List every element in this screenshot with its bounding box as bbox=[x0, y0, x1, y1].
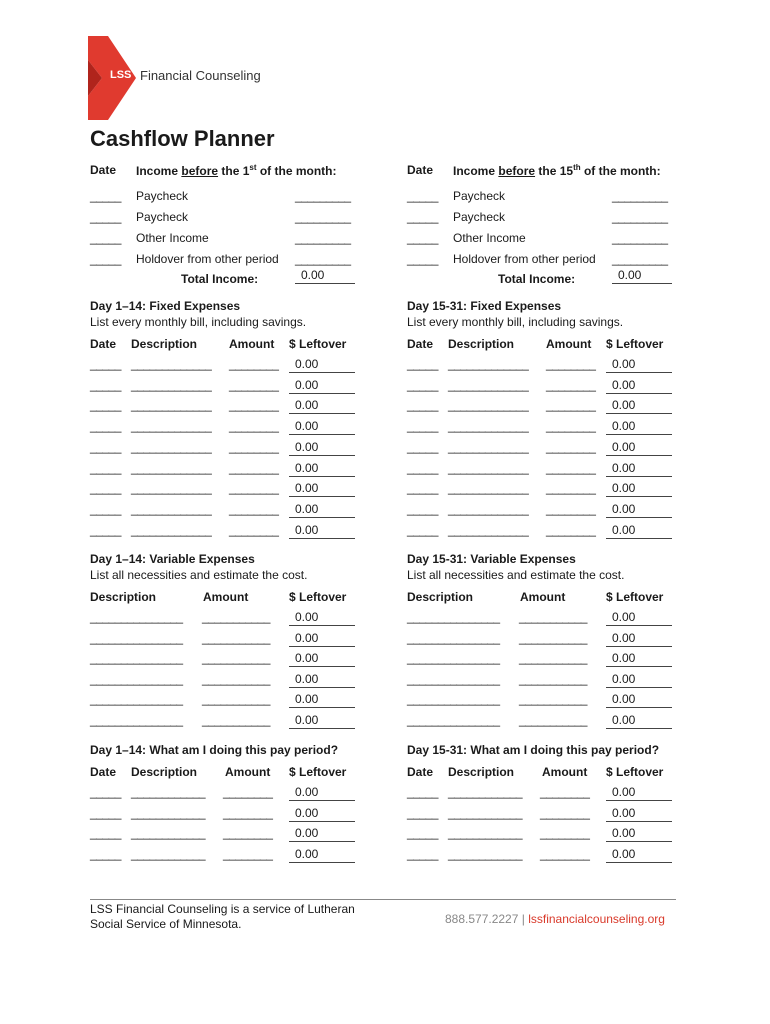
fixed-amount-blank[interactable]: ________ bbox=[229, 439, 279, 454]
pay-period-description-blank[interactable]: ____________ bbox=[131, 805, 206, 820]
pay-period-amount-blank[interactable]: ________ bbox=[223, 826, 273, 841]
fixed-date-blank[interactable]: _____ bbox=[90, 460, 121, 475]
income-date-blank[interactable]: _____ bbox=[90, 231, 121, 245]
variable-amount-blank[interactable]: ___________ bbox=[202, 671, 270, 686]
pay-period-description-blank[interactable]: ____________ bbox=[448, 846, 523, 861]
fixed-date-blank[interactable]: _____ bbox=[90, 439, 121, 454]
fixed-leftover-value: 0.00 bbox=[606, 357, 672, 373]
variable-description-blank[interactable]: _______________ bbox=[90, 630, 183, 645]
fixed-amount-header: Amount bbox=[229, 337, 275, 351]
pay-period-date-blank[interactable]: _____ bbox=[90, 826, 121, 841]
logo-mark: LSS bbox=[110, 69, 132, 81]
pay-period-description-blank[interactable]: ____________ bbox=[448, 805, 523, 820]
variable-amount-blank[interactable]: ___________ bbox=[202, 692, 270, 707]
footer-contact bbox=[445, 912, 665, 926]
income-amount-blank[interactable]: _________ bbox=[612, 189, 668, 203]
variable-leftover-value: 0.00 bbox=[289, 692, 355, 708]
income-item-label: Paycheck bbox=[453, 189, 506, 203]
fixed-description-blank[interactable]: _____________ bbox=[448, 377, 529, 392]
variable-leftover-value: 0.00 bbox=[606, 672, 672, 688]
pay-period-date-blank[interactable]: _____ bbox=[90, 785, 121, 799]
income-heading-pre: Income bbox=[453, 164, 499, 178]
pay-period-leftover-header: $ Leftover bbox=[606, 765, 664, 779]
income-heading-ordinal: st bbox=[249, 163, 257, 172]
fixed-date-blank[interactable]: _____ bbox=[90, 398, 121, 413]
pay-period-date-blank[interactable]: _____ bbox=[407, 785, 438, 799]
income-heading-post: of the month: bbox=[580, 164, 661, 178]
pay-period-description-blank[interactable]: ____________ bbox=[131, 826, 206, 841]
pay-period-title: Day 15-31: What am I doing this pay period? bbox=[407, 743, 660, 757]
variable-amount-blank[interactable]: ___________ bbox=[519, 630, 587, 645]
pay-period-amount-blank[interactable]: ________ bbox=[223, 846, 273, 861]
fixed-description-blank[interactable]: _____________ bbox=[448, 522, 529, 537]
fixed-leftover-value: 0.00 bbox=[289, 357, 355, 373]
variable-leftover-value: 0.00 bbox=[289, 651, 355, 667]
pay-period-leftover-value: 0.00 bbox=[606, 826, 672, 842]
fixed-date-blank[interactable]: _____ bbox=[407, 419, 438, 434]
variable-expenses-subtitle: List all necessities and estimate the cost. bbox=[407, 568, 625, 582]
pay-period-description-blank[interactable]: ____________ bbox=[448, 785, 523, 799]
fixed-date-blank[interactable]: _____ bbox=[407, 501, 438, 516]
fixed-date-header: Date bbox=[407, 337, 434, 351]
fixed-amount-blank[interactable]: ________ bbox=[229, 398, 279, 413]
pay-period-date-blank[interactable]: _____ bbox=[407, 846, 438, 861]
fixed-expenses-subtitle: List every monthly bill, including savings. bbox=[90, 315, 307, 329]
footer-note bbox=[90, 902, 390, 932]
pay-period-amount-blank[interactable]: ________ bbox=[223, 805, 273, 820]
variable-amount-blank[interactable]: ___________ bbox=[519, 713, 587, 727]
pay-period-description-blank[interactable]: ____________ bbox=[131, 846, 206, 861]
variable-leftover-value: 0.00 bbox=[289, 610, 355, 626]
pay-period-leftover-value: 0.00 bbox=[289, 826, 355, 842]
fixed-date-blank[interactable]: _____ bbox=[407, 357, 438, 371]
variable-description-header: Description bbox=[90, 590, 157, 604]
income-amount-blank[interactable]: _________ bbox=[612, 252, 668, 266]
pay-period-leftover-value: 0.00 bbox=[289, 785, 355, 801]
fixed-description-blank[interactable]: _____________ bbox=[131, 501, 212, 516]
variable-leftover-value: 0.00 bbox=[606, 692, 672, 708]
pay-period-description-header: Description bbox=[131, 765, 198, 779]
pay-period-date-blank[interactable]: _____ bbox=[90, 805, 121, 820]
fixed-leftover-value: 0.00 bbox=[606, 502, 672, 518]
pay-period-description-blank[interactable]: ____________ bbox=[131, 785, 206, 799]
variable-expenses-title: Day 15-31: Variable Expenses bbox=[407, 552, 576, 566]
income-amount-blank[interactable]: _________ bbox=[612, 210, 668, 224]
brand-logo bbox=[88, 36, 288, 120]
fixed-date-blank[interactable]: _____ bbox=[90, 481, 121, 496]
fixed-leftover-value: 0.00 bbox=[606, 419, 672, 435]
fixed-leftover-header: $ Leftover bbox=[606, 337, 664, 351]
fixed-description-blank[interactable]: _____________ bbox=[131, 377, 212, 392]
footer-note-line1: LSS Financial Counseling is a service of Lutheran bbox=[90, 902, 355, 916]
pay-period-date-header: Date bbox=[90, 765, 117, 779]
fixed-amount-blank[interactable]: ________ bbox=[546, 357, 596, 371]
variable-description-blank[interactable]: _______________ bbox=[407, 630, 500, 645]
variable-leftover-header: $ Leftover bbox=[289, 590, 347, 604]
variable-description-blank[interactable]: _______________ bbox=[90, 713, 183, 727]
income-heading-post: of the month: bbox=[256, 164, 337, 178]
fixed-description-blank[interactable]: _____________ bbox=[131, 398, 212, 413]
pay-period-date-blank[interactable]: _____ bbox=[407, 826, 438, 841]
variable-amount-blank[interactable]: ___________ bbox=[202, 630, 270, 645]
variable-leftover-value: 0.00 bbox=[289, 631, 355, 647]
fixed-leftover-value: 0.00 bbox=[606, 523, 672, 539]
fixed-amount-blank[interactable]: ________ bbox=[546, 419, 596, 434]
fixed-expenses-title: Day 1–14: Fixed Expenses bbox=[90, 299, 241, 313]
variable-description-blank[interactable]: _______________ bbox=[90, 671, 183, 686]
fixed-amount-blank[interactable]: ________ bbox=[546, 377, 596, 392]
variable-description-blank[interactable]: _______________ bbox=[90, 651, 183, 666]
fixed-amount-blank[interactable]: ________ bbox=[546, 398, 596, 413]
fixed-amount-blank[interactable]: ________ bbox=[229, 357, 279, 371]
variable-description-header: Description bbox=[407, 590, 474, 604]
pay-period-title: Day 1–14: What am I doing this pay period? bbox=[90, 743, 339, 757]
footer-url-link[interactable]: lssfinancialcounseling.org bbox=[528, 912, 665, 926]
income-date-blank[interactable]: _____ bbox=[407, 231, 438, 245]
pay-period-leftover-value: 0.00 bbox=[289, 806, 355, 822]
fixed-leftover-value: 0.00 bbox=[606, 398, 672, 414]
fixed-leftover-value: 0.00 bbox=[289, 523, 355, 539]
fixed-date-blank[interactable]: _____ bbox=[90, 522, 121, 537]
footer-note-line2: Social Service of Minnesota. bbox=[90, 917, 242, 931]
pay-period-leftover-value: 0.00 bbox=[606, 847, 672, 863]
fixed-leftover-value: 0.00 bbox=[289, 461, 355, 477]
pay-period-amount-header: Amount bbox=[225, 765, 271, 779]
variable-description-blank[interactable]: _______________ bbox=[407, 651, 500, 666]
variable-amount-blank[interactable]: ___________ bbox=[202, 651, 270, 666]
income-item-label: Paycheck bbox=[136, 210, 189, 224]
variable-amount-blank[interactable]: ___________ bbox=[519, 671, 587, 686]
income-heading-pre: Income bbox=[136, 164, 182, 178]
income-item-label: Paycheck bbox=[453, 210, 506, 224]
pay-period-description-header: Description bbox=[448, 765, 515, 779]
fixed-expenses-subtitle: List every monthly bill, including savings. bbox=[407, 315, 624, 329]
variable-leftover-value: 0.00 bbox=[606, 610, 672, 626]
fixed-date-blank[interactable]: _____ bbox=[407, 377, 438, 392]
fixed-description-blank[interactable]: _____________ bbox=[448, 398, 529, 413]
variable-amount-blank[interactable]: ___________ bbox=[202, 713, 270, 727]
fixed-description-blank[interactable]: _____________ bbox=[448, 501, 529, 516]
fixed-leftover-value: 0.00 bbox=[606, 378, 672, 394]
fixed-leftover-value: 0.00 bbox=[289, 502, 355, 518]
income-heading bbox=[453, 163, 661, 178]
income-date-blank[interactable]: _____ bbox=[407, 210, 438, 224]
pay-period-description-blank[interactable]: ____________ bbox=[448, 826, 523, 841]
income-heading bbox=[136, 163, 337, 178]
fixed-amount-blank[interactable]: ________ bbox=[229, 522, 279, 537]
income-heading-emphasis: before bbox=[498, 164, 536, 178]
variable-amount-blank[interactable]: ___________ bbox=[519, 651, 587, 666]
fixed-description-blank[interactable]: _____________ bbox=[131, 481, 212, 496]
income-amount-blank[interactable]: _________ bbox=[295, 252, 351, 266]
pay-period-amount-blank[interactable]: ________ bbox=[540, 826, 590, 841]
fixed-amount-header: Amount bbox=[546, 337, 592, 351]
fixed-description-blank[interactable]: _____________ bbox=[131, 522, 212, 537]
fixed-expenses-title: Day 15-31: Fixed Expenses bbox=[407, 299, 562, 313]
income-item-label: Other Income bbox=[453, 231, 526, 245]
fixed-date-blank[interactable]: _____ bbox=[90, 419, 121, 434]
income-item-label: Other Income bbox=[136, 231, 209, 245]
variable-leftover-value: 0.00 bbox=[606, 713, 672, 729]
total-income-label: Total Income: bbox=[181, 272, 259, 286]
fixed-description-blank[interactable]: _____________ bbox=[448, 419, 529, 434]
variable-leftover-header: $ Leftover bbox=[606, 590, 664, 604]
income-date-blank[interactable]: _____ bbox=[90, 210, 121, 224]
page-title: Cashflow Planner bbox=[90, 126, 275, 151]
variable-description-blank[interactable]: _______________ bbox=[407, 671, 500, 686]
income-date-header: Date bbox=[90, 163, 117, 177]
fixed-amount-blank[interactable]: ________ bbox=[546, 522, 596, 537]
variable-description-blank[interactable]: _______________ bbox=[90, 692, 183, 707]
fixed-date-blank[interactable]: _____ bbox=[90, 501, 121, 516]
fixed-description-blank[interactable]: _____________ bbox=[448, 460, 529, 475]
variable-amount-header: Amount bbox=[203, 590, 249, 604]
income-amount-blank[interactable]: _________ bbox=[295, 231, 351, 245]
fixed-description-blank[interactable]: _____________ bbox=[448, 357, 529, 371]
fixed-date-blank[interactable]: _____ bbox=[407, 522, 438, 537]
fixed-description-blank[interactable]: _____________ bbox=[131, 439, 212, 454]
income-heading-mid: the 15 bbox=[535, 164, 574, 178]
total-income-value: 0.00 bbox=[295, 268, 355, 284]
fixed-amount-blank[interactable]: ________ bbox=[546, 460, 596, 475]
fixed-leftover-value: 0.00 bbox=[289, 440, 355, 456]
fixed-description-blank[interactable]: _____________ bbox=[131, 357, 212, 371]
fixed-amount-blank[interactable]: ________ bbox=[229, 377, 279, 392]
pay-period-amount-blank[interactable]: ________ bbox=[223, 785, 273, 799]
fixed-date-blank[interactable]: _____ bbox=[407, 398, 438, 413]
income-item-label: Holdover from other period bbox=[453, 252, 596, 266]
fixed-date-header: Date bbox=[90, 337, 117, 351]
pay-period-leftover-value: 0.00 bbox=[606, 806, 672, 822]
income-date-blank[interactable]: _____ bbox=[407, 252, 438, 266]
pay-period-leftover-value: 0.00 bbox=[606, 785, 672, 801]
pay-period-leftover-value: 0.00 bbox=[289, 847, 355, 863]
fixed-amount-blank[interactable]: ________ bbox=[546, 501, 596, 516]
income-heading-ordinal: th bbox=[573, 163, 581, 172]
fixed-description-blank[interactable]: _____________ bbox=[448, 439, 529, 454]
income-date-blank[interactable]: _____ bbox=[90, 189, 121, 203]
income-heading-mid: the 1 bbox=[218, 164, 250, 178]
variable-description-blank[interactable]: _______________ bbox=[407, 713, 500, 727]
fixed-description-blank[interactable]: _____________ bbox=[131, 460, 212, 475]
income-date-header: Date bbox=[407, 163, 434, 177]
pay-period-date-header: Date bbox=[407, 765, 434, 779]
income-date-blank[interactable]: _____ bbox=[407, 189, 438, 203]
fixed-date-blank[interactable]: _____ bbox=[90, 357, 121, 371]
fixed-leftover-value: 0.00 bbox=[606, 481, 672, 497]
variable-amount-blank[interactable]: ___________ bbox=[202, 610, 270, 624]
fixed-amount-blank[interactable]: ________ bbox=[229, 501, 279, 516]
footer-phone: 888.577.2227 bbox=[445, 912, 519, 926]
fixed-amount-blank[interactable]: ________ bbox=[229, 419, 279, 434]
income-heading-emphasis: before bbox=[181, 164, 219, 178]
fixed-description-header: Description bbox=[131, 337, 198, 351]
fixed-leftover-value: 0.00 bbox=[606, 440, 672, 456]
variable-leftover-value: 0.00 bbox=[289, 672, 355, 688]
variable-leftover-value: 0.00 bbox=[289, 713, 355, 729]
fixed-amount-blank[interactable]: ________ bbox=[546, 481, 596, 496]
fixed-amount-blank[interactable]: ________ bbox=[229, 481, 279, 496]
fixed-date-blank[interactable]: _____ bbox=[90, 377, 121, 392]
fixed-date-blank[interactable]: _____ bbox=[407, 439, 438, 454]
fixed-leftover-value: 0.00 bbox=[606, 461, 672, 477]
fixed-leftover-value: 0.00 bbox=[289, 398, 355, 414]
fixed-description-header: Description bbox=[448, 337, 515, 351]
fixed-date-blank[interactable]: _____ bbox=[407, 460, 438, 475]
footer-divider bbox=[90, 899, 676, 900]
pay-period-amount-blank[interactable]: ________ bbox=[540, 846, 590, 861]
total-income-label: Total Income: bbox=[498, 272, 576, 286]
variable-amount-header: Amount bbox=[520, 590, 566, 604]
income-date-blank[interactable]: _____ bbox=[90, 252, 121, 266]
logo-text: Financial Counseling bbox=[140, 68, 261, 83]
fixed-leftover-value: 0.00 bbox=[289, 419, 355, 435]
footer-separator: | bbox=[518, 912, 529, 926]
fixed-description-blank[interactable]: _____________ bbox=[131, 419, 212, 434]
total-income-value: 0.00 bbox=[612, 268, 672, 284]
variable-expenses-subtitle: List all necessities and estimate the cost. bbox=[90, 568, 308, 582]
pay-period-amount-header: Amount bbox=[542, 765, 588, 779]
variable-description-blank[interactable]: _______________ bbox=[90, 610, 183, 624]
pay-period-amount-blank[interactable]: ________ bbox=[540, 785, 590, 799]
variable-description-blank[interactable]: _______________ bbox=[407, 692, 500, 707]
income-item-label: Holdover from other period bbox=[136, 252, 279, 266]
income-amount-blank[interactable]: _________ bbox=[295, 210, 351, 224]
variable-leftover-value: 0.00 bbox=[606, 631, 672, 647]
fixed-amount-blank[interactable]: ________ bbox=[229, 460, 279, 475]
income-item-label: Paycheck bbox=[136, 189, 189, 203]
variable-leftover-value: 0.00 bbox=[606, 651, 672, 667]
pay-period-leftover-header: $ Leftover bbox=[289, 765, 347, 779]
fixed-leftover-value: 0.00 bbox=[289, 378, 355, 394]
fixed-amount-blank[interactable]: ________ bbox=[546, 439, 596, 454]
pay-period-date-blank[interactable]: _____ bbox=[90, 846, 121, 861]
fixed-date-blank[interactable]: _____ bbox=[407, 481, 438, 496]
variable-amount-blank[interactable]: ___________ bbox=[519, 610, 587, 624]
income-amount-blank[interactable]: _________ bbox=[612, 231, 668, 245]
variable-expenses-title: Day 1–14: Variable Expenses bbox=[90, 552, 255, 566]
fixed-leftover-value: 0.00 bbox=[289, 481, 355, 497]
income-amount-blank[interactable]: _________ bbox=[295, 189, 351, 203]
pay-period-date-blank[interactable]: _____ bbox=[407, 805, 438, 820]
fixed-description-blank[interactable]: _____________ bbox=[448, 481, 529, 496]
variable-description-blank[interactable]: _______________ bbox=[407, 610, 500, 624]
fixed-leftover-header: $ Leftover bbox=[289, 337, 347, 351]
pay-period-amount-blank[interactable]: ________ bbox=[540, 805, 590, 820]
variable-amount-blank[interactable]: ___________ bbox=[519, 692, 587, 707]
